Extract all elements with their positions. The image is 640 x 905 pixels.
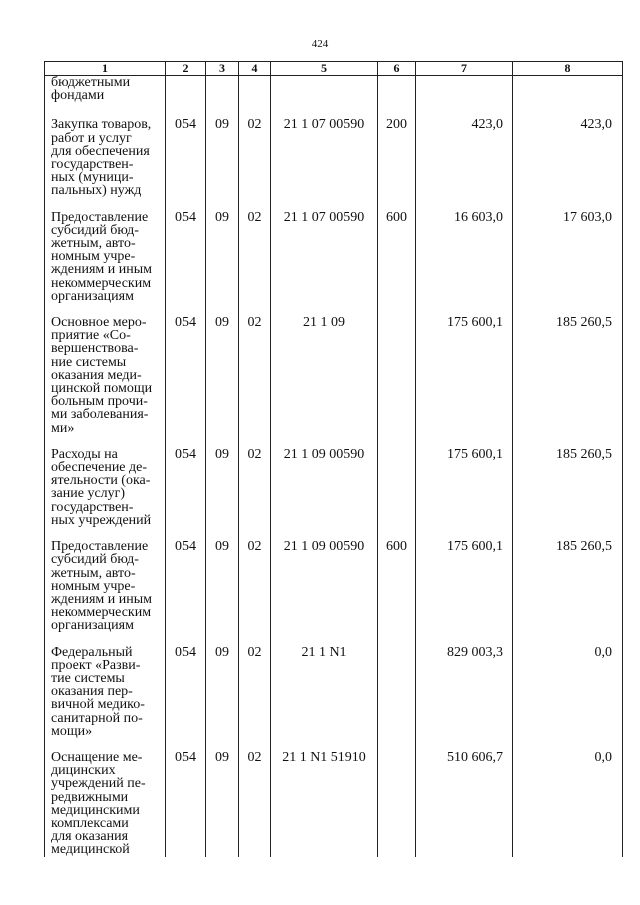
budget-item-name: Основное меро- приятие «Со- вершенствова- ние системы оказания меди- цинской помощи больным прочи- ми заболевания- ми» xyxy=(45,316,166,448)
expense-type-code xyxy=(378,646,416,751)
amount-year-1: 175 600,1 xyxy=(416,316,513,448)
ministry-code: 054 xyxy=(166,316,206,448)
expense-type-code xyxy=(378,76,416,119)
budget-item-name: бюджетными фондами xyxy=(45,76,166,119)
subsection-code: 02 xyxy=(239,316,271,448)
ministry-code: 054 xyxy=(166,751,206,857)
budget-table xyxy=(44,61,623,857)
target-article-code: 21 1 07 00590 xyxy=(271,118,378,210)
page-number: 424 xyxy=(311,38,329,50)
amount-year-2: 423,0 xyxy=(513,118,623,210)
target-article-code: 21 1 N1 xyxy=(271,646,378,751)
column-number: 8 xyxy=(513,62,623,76)
table-row xyxy=(45,118,623,210)
table-row xyxy=(45,316,623,448)
expense-type-code: 600 xyxy=(378,211,416,316)
expense-type-code xyxy=(378,751,416,857)
ministry-code: 054 xyxy=(166,118,206,210)
amount-year-2: 0,0 xyxy=(513,751,623,857)
target-article-code: 21 1 09 00590 xyxy=(271,540,378,645)
amount-year-1: 175 600,1 xyxy=(416,540,513,645)
section-code xyxy=(206,76,239,119)
expense-type-code xyxy=(378,316,416,448)
amount-year-1: 175 600,1 xyxy=(416,448,513,540)
target-article-code xyxy=(271,76,378,119)
amount-year-1: 510 606,7 xyxy=(416,751,513,857)
table-row xyxy=(45,76,623,119)
amount-year-1: 423,0 xyxy=(416,118,513,210)
section-code: 09 xyxy=(206,540,239,645)
table-row xyxy=(45,646,623,751)
amount-year-1 xyxy=(416,76,513,119)
budget-item-name: Предоставление субсидий бюд- жетным, авто- номным учре- ждениям и иным некоммерческим организациям xyxy=(45,211,166,316)
table-body xyxy=(45,76,623,857)
ministry-code: 054 xyxy=(166,646,206,751)
section-code: 09 xyxy=(206,751,239,857)
table-row xyxy=(45,540,623,645)
amount-year-1: 829 003,3 xyxy=(416,646,513,751)
subsection-code xyxy=(239,76,271,119)
table-row xyxy=(45,751,623,857)
amount-year-2 xyxy=(513,76,623,119)
amount-year-2: 185 260,5 xyxy=(513,540,623,645)
column-number: 6 xyxy=(378,62,416,76)
ministry-code xyxy=(166,76,206,119)
amount-year-1: 16 603,0 xyxy=(416,211,513,316)
subsection-code: 02 xyxy=(239,646,271,751)
section-code: 09 xyxy=(206,118,239,210)
budget-item-name: Закупка товаров, работ и услуг для обеспечения государствен- ных (муници- пальных) нужд xyxy=(45,118,166,210)
subsection-code: 02 xyxy=(239,751,271,857)
section-code: 09 xyxy=(206,448,239,540)
amount-year-2: 17 603,0 xyxy=(513,211,623,316)
amount-year-2: 0,0 xyxy=(513,646,623,751)
column-number: 1 xyxy=(45,62,166,76)
target-article-code: 21 1 07 00590 xyxy=(271,211,378,316)
amount-year-2: 185 260,5 xyxy=(513,448,623,540)
target-article-code: 21 1 09 00590 xyxy=(271,448,378,540)
ministry-code: 054 xyxy=(166,448,206,540)
subsection-code: 02 xyxy=(239,118,271,210)
target-article-code: 21 1 09 xyxy=(271,316,378,448)
column-number-row xyxy=(45,62,623,76)
table-row xyxy=(45,211,623,316)
subsection-code: 02 xyxy=(239,448,271,540)
budget-item-name: Оснащение ме- дицинских учреждений пе- редвижными медицинскими комплексами для оказания медицинской xyxy=(45,751,166,857)
amount-year-2: 185 260,5 xyxy=(513,316,623,448)
ministry-code: 054 xyxy=(166,540,206,645)
column-number: 5 xyxy=(271,62,378,76)
ministry-code: 054 xyxy=(166,211,206,316)
column-number: 3 xyxy=(206,62,239,76)
expense-type-code xyxy=(378,448,416,540)
column-number: 7 xyxy=(416,62,513,76)
section-code: 09 xyxy=(206,316,239,448)
budget-item-name: Расходы на обеспечение де- ятельности (ока- зание услуг) государствен- ных учреждений xyxy=(45,448,166,540)
subsection-code: 02 xyxy=(239,540,271,645)
budget-item-name: Федеральный проект «Разви- тие системы оказания пер- вичной медико- санитарной по- мощи» xyxy=(45,646,166,751)
section-code: 09 xyxy=(206,646,239,751)
section-code: 09 xyxy=(206,211,239,316)
subsection-code: 02 xyxy=(239,211,271,316)
expense-type-code: 200 xyxy=(378,118,416,210)
expense-type-code: 600 xyxy=(378,540,416,645)
column-number: 4 xyxy=(239,62,271,76)
target-article-code: 21 1 N1 51910 xyxy=(271,751,378,857)
table-row xyxy=(45,448,623,540)
budget-item-name: Предоставление субсидий бюд- жетным, авто- номным учре- ждениям и иным некоммерческим организациям xyxy=(45,540,166,645)
column-number: 2 xyxy=(166,62,206,76)
